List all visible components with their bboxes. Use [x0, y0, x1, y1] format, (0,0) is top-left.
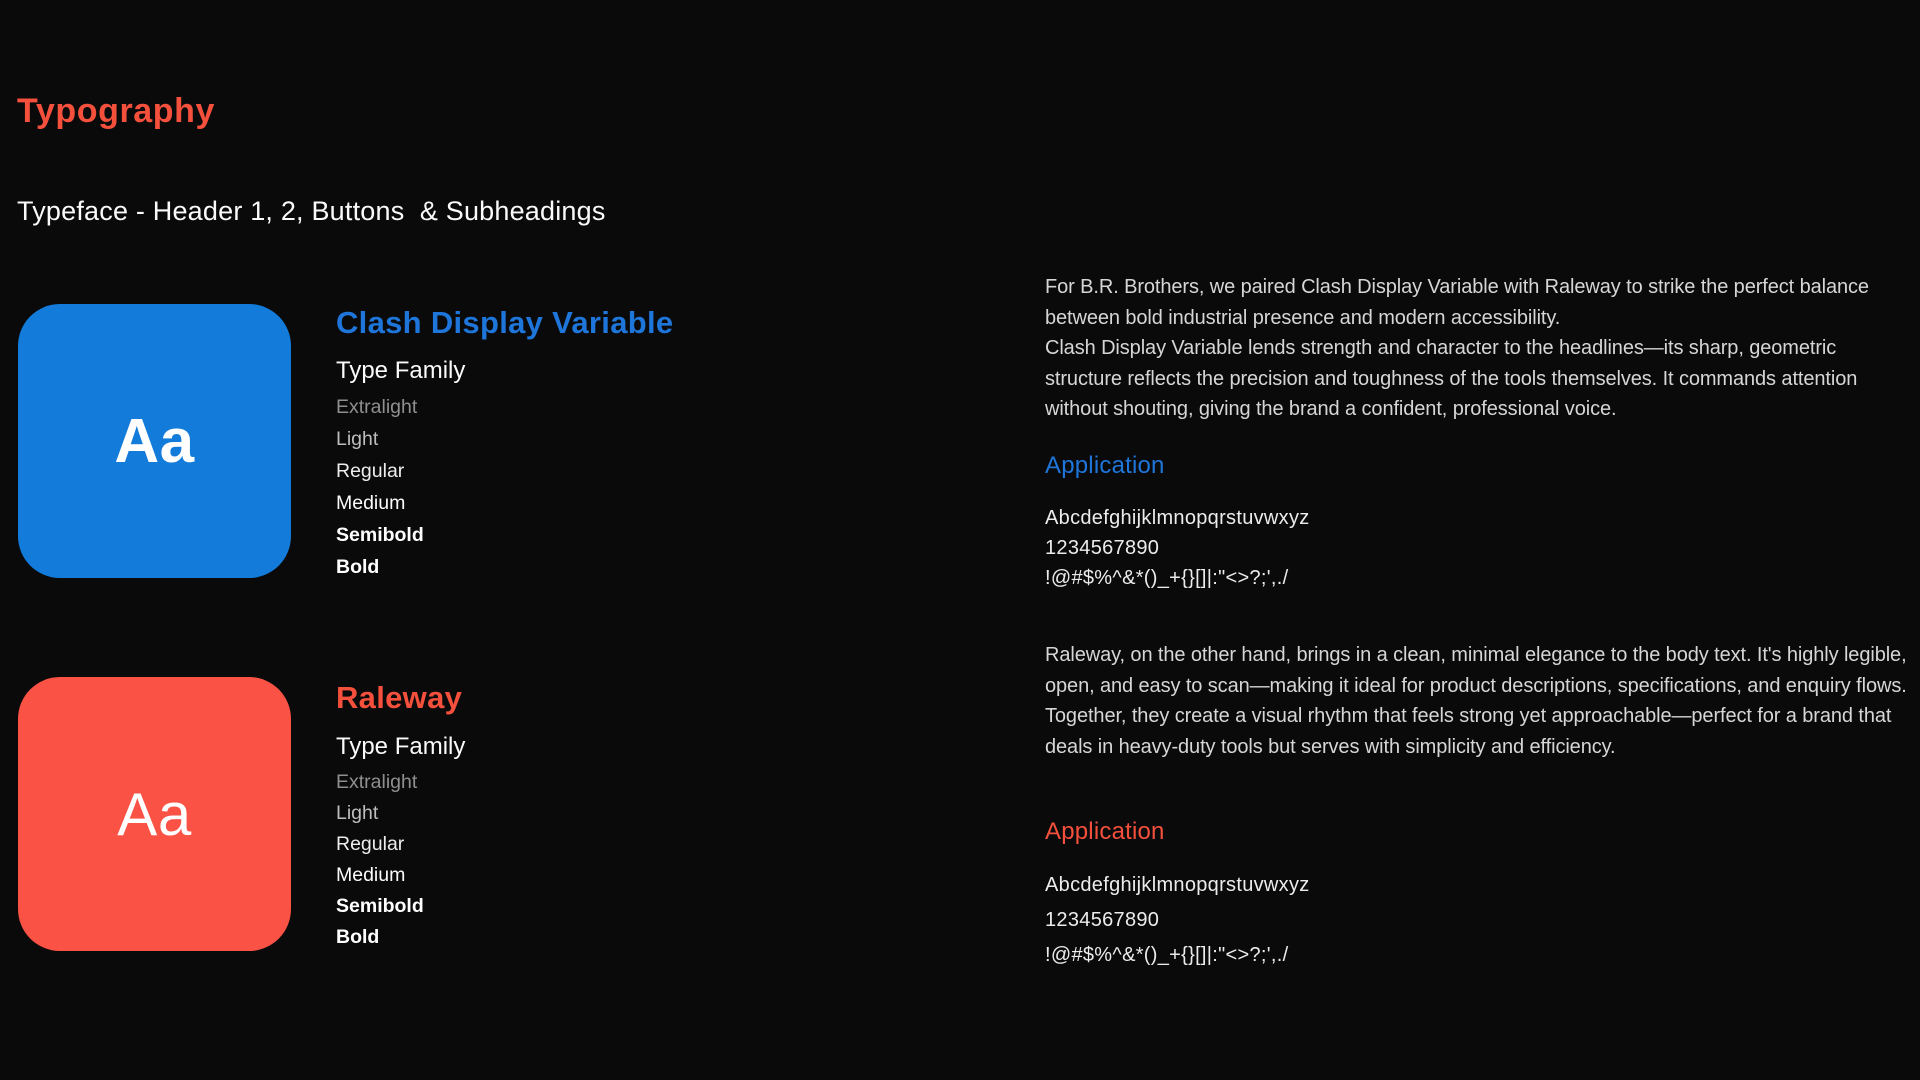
- clash-description: [1045, 272, 1915, 425]
- raleway-font-name: Raleway: [336, 680, 463, 715]
- clash-font-name: Clash Display Variable: [336, 305, 674, 340]
- raleway-tile-letters: Aa: [117, 780, 192, 848]
- clash-specimen-symbols: !@#$%^&*()_+{}[]|:"<>?;',./: [1045, 567, 1289, 589]
- clash-weight-list: [336, 396, 424, 588]
- weight-medium: Medium: [336, 492, 406, 514]
- raleway-type-family-label: Type Family: [336, 733, 466, 760]
- clash-specimen-block: [1045, 503, 1310, 593]
- raleway-specimen-block: [1045, 868, 1310, 973]
- clash-description-paragraph: For B.R. Brothers, we paired Clash Display Variable with Raleway to strike the perfect balance between bold industrial presence and modern accessibility.: [1045, 276, 1869, 329]
- page-subtitle: Typeface - Header 1, 2, Buttons & Subheadings: [17, 196, 606, 226]
- raleway-specimen-numerals: 1234567890: [1045, 909, 1160, 931]
- clash-specimen-alphabet: Abcdefghijklmnopqrstuvwxyz: [1045, 507, 1310, 529]
- weight-extralight: Extralight: [336, 396, 418, 418]
- clash-description-paragraph: Clash Display Variable lends strength and character to the headlines—its sharp, geometric structure reflects the precision and toughness of the tools themselves. It commands attention without shouting, giving the brand a confident, professional voice.: [1045, 337, 1858, 420]
- raleway-application-label: Application: [1045, 818, 1165, 845]
- weight-regular: Regular: [336, 460, 405, 482]
- raleway-description: [1045, 640, 1915, 762]
- clash-specimen-tile: [18, 304, 291, 578]
- weight-semibold: Semibold: [336, 524, 424, 546]
- raleway-specimen-tile: [18, 677, 291, 951]
- clash-type-family-label: Type Family: [336, 357, 466, 384]
- clash-application-label: Application: [1045, 452, 1165, 479]
- clash-tile-letters: Aa: [114, 406, 195, 476]
- clash-specimen-numerals: 1234567890: [1045, 537, 1160, 559]
- weight-bold: Bold: [336, 926, 380, 948]
- weight-regular: Regular: [336, 833, 405, 855]
- weight-semibold: Semibold: [336, 895, 424, 917]
- weight-light: Light: [336, 428, 379, 450]
- page-title: Typography: [17, 92, 216, 130]
- raleway-specimen-alphabet: Abcdefghijklmnopqrstuvwxyz: [1045, 874, 1310, 896]
- raleway-weight-list: [336, 771, 424, 957]
- weight-medium: Medium: [336, 864, 406, 886]
- raleway-description-paragraph: Raleway, on the other hand, brings in a clean, minimal elegance to the body text. It's highly legible, open, and easy to scan—making it ideal for product descriptions, specifications, and enquiry flows.: [1045, 644, 1907, 697]
- raleway-description-paragraph: Together, they create a visual rhythm that feels strong yet approachable—perfect for a brand that deals in heavy-duty tools but serves with simplicity and efficiency.: [1045, 705, 1892, 758]
- weight-light: Light: [336, 802, 379, 824]
- raleway-specimen-symbols: !@#$%^&*()_+{}[]|:"<>?;',./: [1045, 944, 1289, 966]
- weight-bold: Bold: [336, 556, 380, 578]
- weight-extralight: Extralight: [336, 771, 418, 793]
